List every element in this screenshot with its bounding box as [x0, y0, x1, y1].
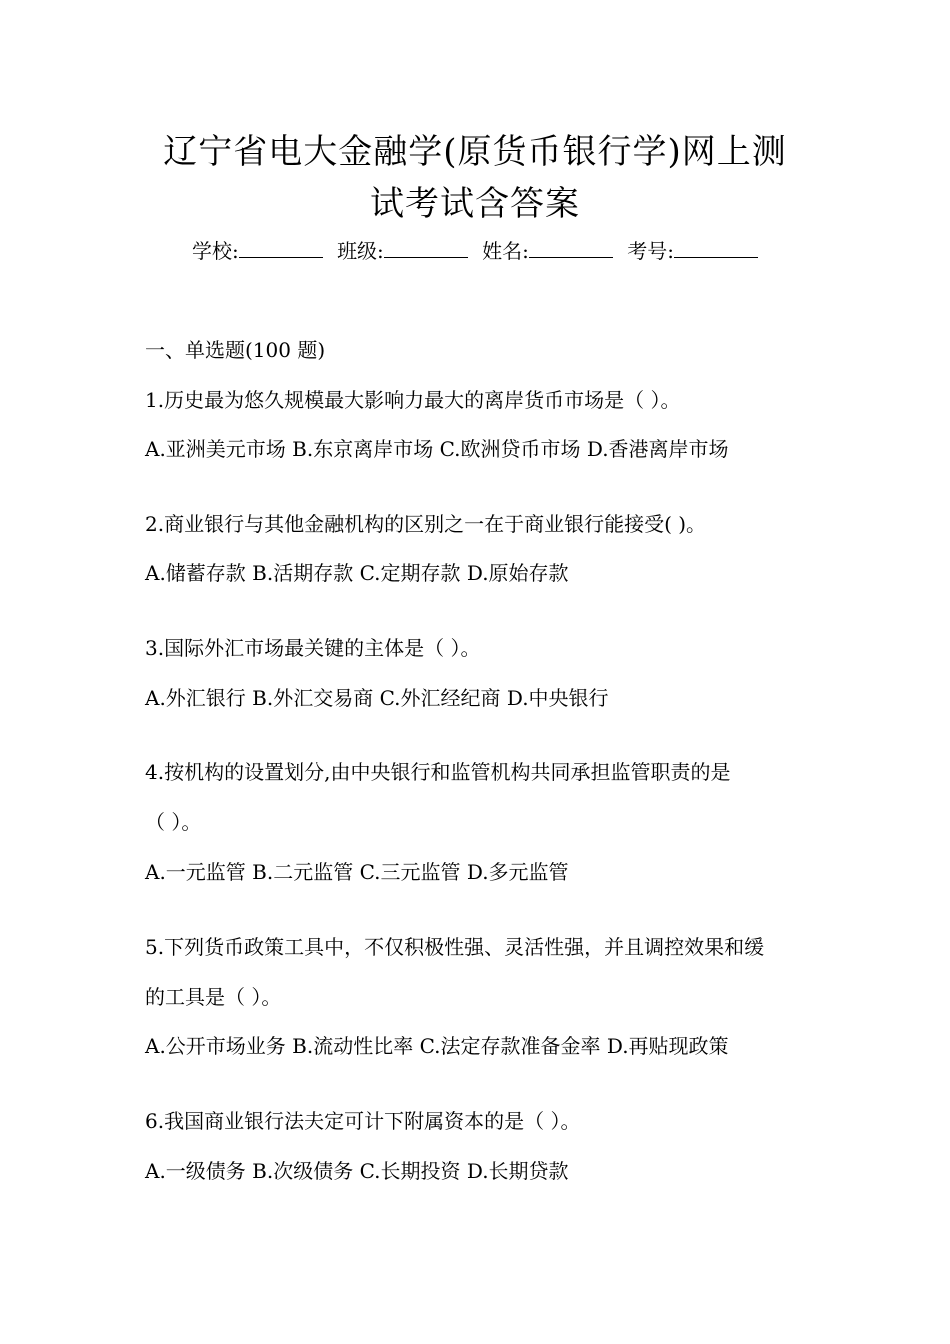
question-4-stem: 4.按机构的设置划分,由中央银行和监管机构共同承担监管职责的是 — [145, 760, 731, 784]
question-4-stem-continued: （ ）。 — [145, 810, 202, 834]
name-label: 姓名: — [482, 239, 529, 263]
question-3-options: A.外汇银行 B.外汇交易商 C.外汇经纪商 D.中央银行 — [145, 686, 609, 710]
class-field — [337, 239, 468, 263]
school-label: 学校: — [191, 239, 239, 263]
question-5-stem: 5.下列货币政策工具中，不仅积极性强、灵活性强，并且调控效果和缓 — [145, 935, 765, 959]
question-1-options: A.亚洲美元市场 B.东京离岸市场 C.欧洲贷币市场 D.香港离岸市场 — [145, 437, 729, 461]
question-5-stem-continued: 的工具是（ ）。 — [145, 985, 282, 1009]
page-title-line-2: 试考试含答案 — [370, 184, 580, 224]
question-6-options: A.一级债务 B.次级债务 C.长期投资 D.长期贷款 — [145, 1159, 569, 1183]
question-5-options: A.公开市场业务 B.流动性比率 C.法定存款准备金率 D.再贴现政策 — [145, 1034, 729, 1058]
page-title-line-1: 辽宁省电大金融学(原货币银行学)网上测 — [163, 132, 787, 172]
name-blank[interactable] — [529, 237, 613, 258]
exam-number-label: 考号: — [627, 239, 675, 263]
question-3-stem: 3.国际外汇市场最关键的主体是（ ）。 — [145, 636, 481, 660]
question-2-stem: 2.商业银行与其他金融机构的区别之一在于商业银行能接受( )。 — [145, 512, 707, 536]
question-2-options: A.储蓄存款 B.活期存款 C.定期存款 D.原始存款 — [145, 561, 569, 585]
class-label: 班级: — [337, 239, 384, 263]
student-info-row — [0, 236, 950, 266]
question-4-options: A.一元监管 B.二元监管 C.三元监管 D.多元监管 — [145, 860, 569, 884]
section-heading: 一、单选题(100 题) — [145, 338, 326, 362]
question-6-stem: 6.我国商业银行法夫定可计下附属资本的是（ ）。 — [145, 1109, 581, 1133]
school-blank[interactable] — [239, 237, 323, 258]
question-1-stem: 1.历史最为悠久规模最大影响力最大的离岸货币市场是（ ）。 — [145, 388, 681, 412]
exam-number-blank[interactable] — [674, 237, 758, 258]
school-field — [192, 239, 323, 263]
exam-number-field — [627, 239, 758, 263]
name-field — [482, 239, 613, 263]
class-blank[interactable] — [384, 237, 468, 258]
